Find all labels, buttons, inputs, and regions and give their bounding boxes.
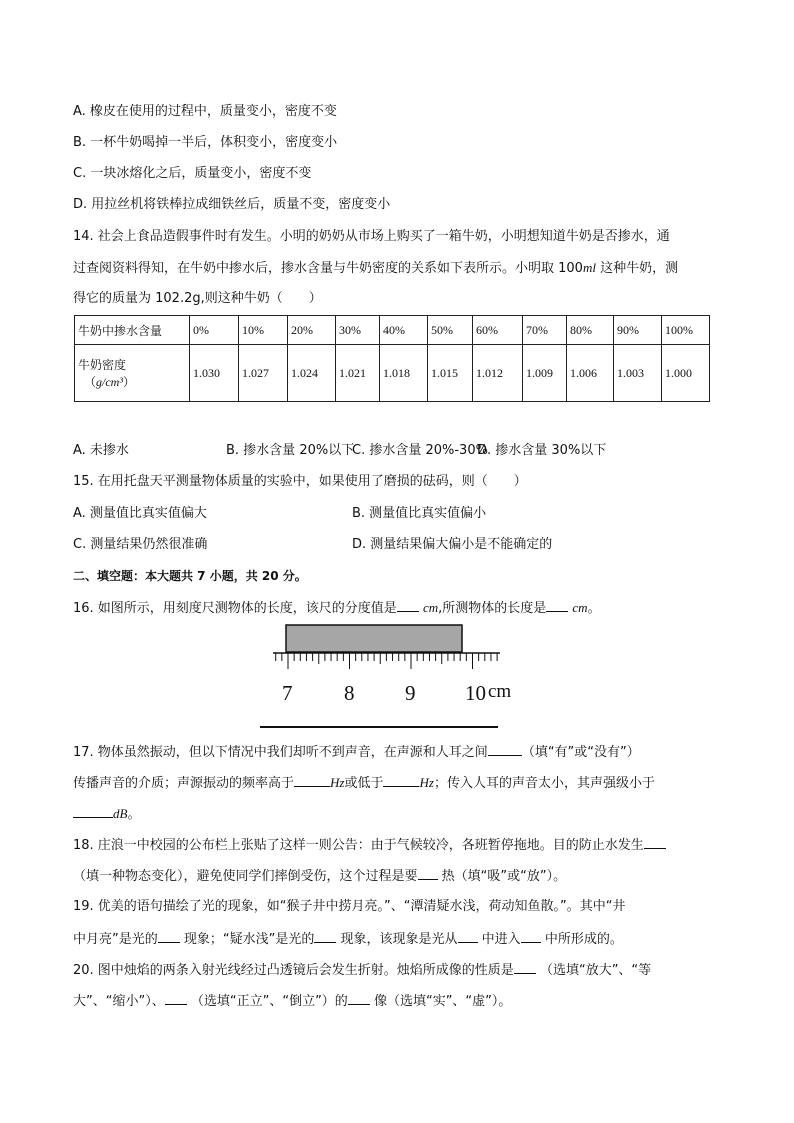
ruler-figure (268, 620, 512, 710)
q19-l2-c: 现象，该现象是光从 (340, 932, 458, 947)
table-cell: 1.018 (380, 345, 428, 402)
q13-option-b: B. 一杯牛奶喝掉一半后，体积变小，密度变小 (73, 135, 338, 150)
q14-stem-line1: 14. 社会上食品造假事件时有发生。小明的奶奶从市场上购买了一箱牛奶，小明想知道牛奶是否掺水，通 (73, 229, 670, 244)
q19-blank-4[interactable] (521, 928, 541, 943)
ruler-label-9: 9 (405, 681, 416, 705)
table-cell: 1.003 (614, 345, 662, 402)
q13-option-d: D. 用拉丝机将铁棒拉成细铁丝后，质量不变，密度变小 (73, 197, 391, 212)
q20-l2-b: （选填“正立”、“倒立”）的 (190, 994, 348, 1009)
ruler-label-7: 7 (282, 681, 293, 705)
section-heading-fill-in: 二、填空题：本大题共 7 小题，共 20 分。 (73, 569, 307, 583)
q17-unit-hz-2: Hz (419, 775, 434, 790)
q18-blank-change[interactable] (644, 834, 666, 849)
q16-text-end: 。 (587, 601, 601, 616)
q17-l1-a: 17. 物体虽然振动，但以下情况中我们却听不到声音，在声源和人耳之间 (73, 745, 488, 760)
q15-option-d: D. 测量结果偏大偏小是不能确定的 (352, 537, 553, 552)
q20-l2-c: 像（选填“实”、“虚”）。 (373, 994, 512, 1009)
q14-stem-line3: 得它的质量为 102.2g,则这种牛奶（ ） (73, 291, 322, 306)
ruler-labels (282, 681, 511, 705)
table-cell: 1.015 (428, 345, 473, 402)
table-cell: 30% (336, 316, 380, 345)
table-cell: 1.021 (336, 345, 380, 402)
table-cell: 70% (523, 316, 567, 345)
table-cell: 1.030 (190, 345, 239, 402)
q19-line1: 19. 优美的语句描绘了光的现象，如“猴子井中捞月亮。”、“潭清疑水浅，荷动知鱼散。”。其中“井 (73, 899, 626, 914)
table-header-water-content: 牛奶中掺水含量 (75, 316, 190, 345)
q15-stem: 15. 在用托盘天平测量物体质量的实验中，如果使用了磨损的砝码，则（ ） (73, 474, 527, 489)
table-cell: 50% (428, 316, 473, 345)
table-cell: 1.027 (239, 345, 288, 402)
q16-stem (73, 597, 601, 619)
q20-l1-b: （选填“放大”、“等 (539, 963, 652, 978)
q14-option-a: A. 未掺水 (73, 443, 129, 458)
q18-l2-a: （填一种物态变化），避免使同学们摔倒受伤，这个过程是要 (73, 869, 418, 884)
q18-line1 (73, 834, 666, 856)
q17-unit-db: dB (113, 806, 128, 821)
q17-blank-low-freq[interactable] (383, 772, 419, 787)
q16-text-b: ,所测物体的长度是 (438, 601, 547, 616)
ruler-label-8: 8 (344, 681, 355, 705)
q15-option-c: C. 测量结果仍然很准确 (73, 537, 208, 552)
q18-blank-heat[interactable] (418, 865, 438, 880)
q19-l2-b: 现象；“疑水浅”是光的 (183, 932, 315, 947)
table-cell: 40% (380, 316, 428, 345)
q17-line1 (73, 741, 640, 763)
ruler-label-10: 10 (465, 681, 486, 705)
q19-blank-3[interactable] (458, 928, 478, 943)
q16-unit-2: cm (572, 600, 588, 615)
q16-text-a: 16. 如图所示，用刻度尺测物体的长度，该尺的分度值是 (73, 601, 397, 616)
q16-blank-division[interactable] (397, 597, 419, 612)
q18-l2-b: 热（填“吸”或“放”）。 (441, 869, 567, 884)
q17-l2-b: 或低于 (344, 776, 384, 791)
q20-line2 (73, 990, 511, 1012)
table-cell: 1.012 (473, 345, 523, 402)
q19-line2 (73, 928, 623, 950)
q16-unit-1: cm (422, 600, 439, 615)
milk-density-table (74, 315, 710, 402)
q17-l2-c: ；传入人耳的声音太小，其声强级小于 (433, 776, 655, 791)
table-cell: 80% (567, 316, 614, 345)
table-row-water-content (75, 316, 710, 345)
q17-l1-b: （填“有”或“没有”） (521, 745, 640, 760)
q20-line1 (73, 959, 651, 981)
q19-blank-2[interactable] (314, 928, 336, 943)
table-cell: 1.006 (567, 345, 614, 402)
q19-blank-1[interactable] (158, 928, 180, 943)
q14-option-b: B. 掺水含量 20%以下 (226, 443, 355, 458)
q14-stem-line2-a: 过查阅资料得知，在牛奶中掺水后，掺水含量与牛奶密度的关系如下表所示。小明取 100 (73, 261, 583, 276)
q13-option-c: C. 一块冰熔化之后，质量变小，密度不变 (73, 166, 312, 181)
table-cell: 100% (662, 316, 710, 345)
q17-line3 (73, 803, 140, 825)
q17-blank-db[interactable] (73, 803, 113, 818)
table-header-density-label: 牛奶密度 (78, 358, 127, 372)
ruler-ticks (276, 653, 497, 669)
table-cell: 20% (288, 316, 336, 345)
q17-l2-a: 传播声音的介质；声源振动的频率高于 (73, 776, 295, 791)
q20-l2-a: 大”、“缩小”）、 (73, 994, 165, 1009)
q18-l1: 18. 庄浪一中校园的公布栏上张贴了这样一则公告：由于气候较冷，各班暂停拖地。目的防止水发生 (73, 838, 644, 853)
q14-option-c: C. 掺水含量 20%-30% (352, 443, 488, 458)
q20-l1-a: 20. 图中烛焰的两条入射光线经过凸透镜后会发生折射。烛焰所成像的性质是 (73, 963, 514, 978)
measured-object (286, 625, 462, 652)
table-cell: 1.009 (523, 345, 567, 402)
q17-unit-hz-1: Hz (330, 775, 345, 790)
table-cell: 0% (190, 316, 239, 345)
q18-line2 (73, 865, 566, 887)
table-header-milk-density: 牛奶密度 （g/cm³） (75, 345, 190, 402)
table-cell: 60% (473, 316, 523, 345)
table-cell: 10% (239, 316, 288, 345)
table-cell: 1.024 (288, 345, 336, 402)
q17-blank-medium[interactable] (488, 741, 522, 756)
q17-blank-high-freq[interactable] (294, 772, 330, 787)
table-cell: 1.000 (662, 345, 710, 402)
table-header-density-unit: g/cm³ (96, 375, 123, 389)
q13-option-a: A. 橡皮在使用的过程中，质量变小，密度不变 (73, 104, 337, 119)
q14-stem-line2-b: 这种牛奶，测 (595, 261, 679, 276)
q19-l2-a: 中月亮”是光的 (73, 932, 158, 947)
q17-line2 (73, 772, 655, 794)
q19-l2-e: 中所形成的。 (544, 932, 623, 947)
q20-blank-orientation[interactable] (165, 990, 187, 1005)
q20-blank-size[interactable] (514, 959, 536, 974)
q20-blank-type[interactable] (348, 990, 370, 1005)
figure-baseline (260, 726, 498, 728)
q14-unit-ml: ml (582, 260, 596, 275)
q19-l2-d: 中进入 (481, 932, 521, 947)
q17-l3-end: 。 (127, 807, 141, 822)
ruler-label-unit: cm (488, 681, 512, 702)
q15-option-a: A. 测量值比真实值偏大 (73, 506, 207, 521)
table-row-milk-density (75, 345, 710, 402)
table-cell: 90% (614, 316, 662, 345)
q16-blank-length[interactable] (546, 597, 568, 612)
q15-option-b: B. 测量值比真实值偏小 (352, 506, 487, 521)
q14-option-d: D. 掺水含量 30%以下 (477, 443, 607, 458)
q14-stem-line2 (73, 258, 678, 279)
